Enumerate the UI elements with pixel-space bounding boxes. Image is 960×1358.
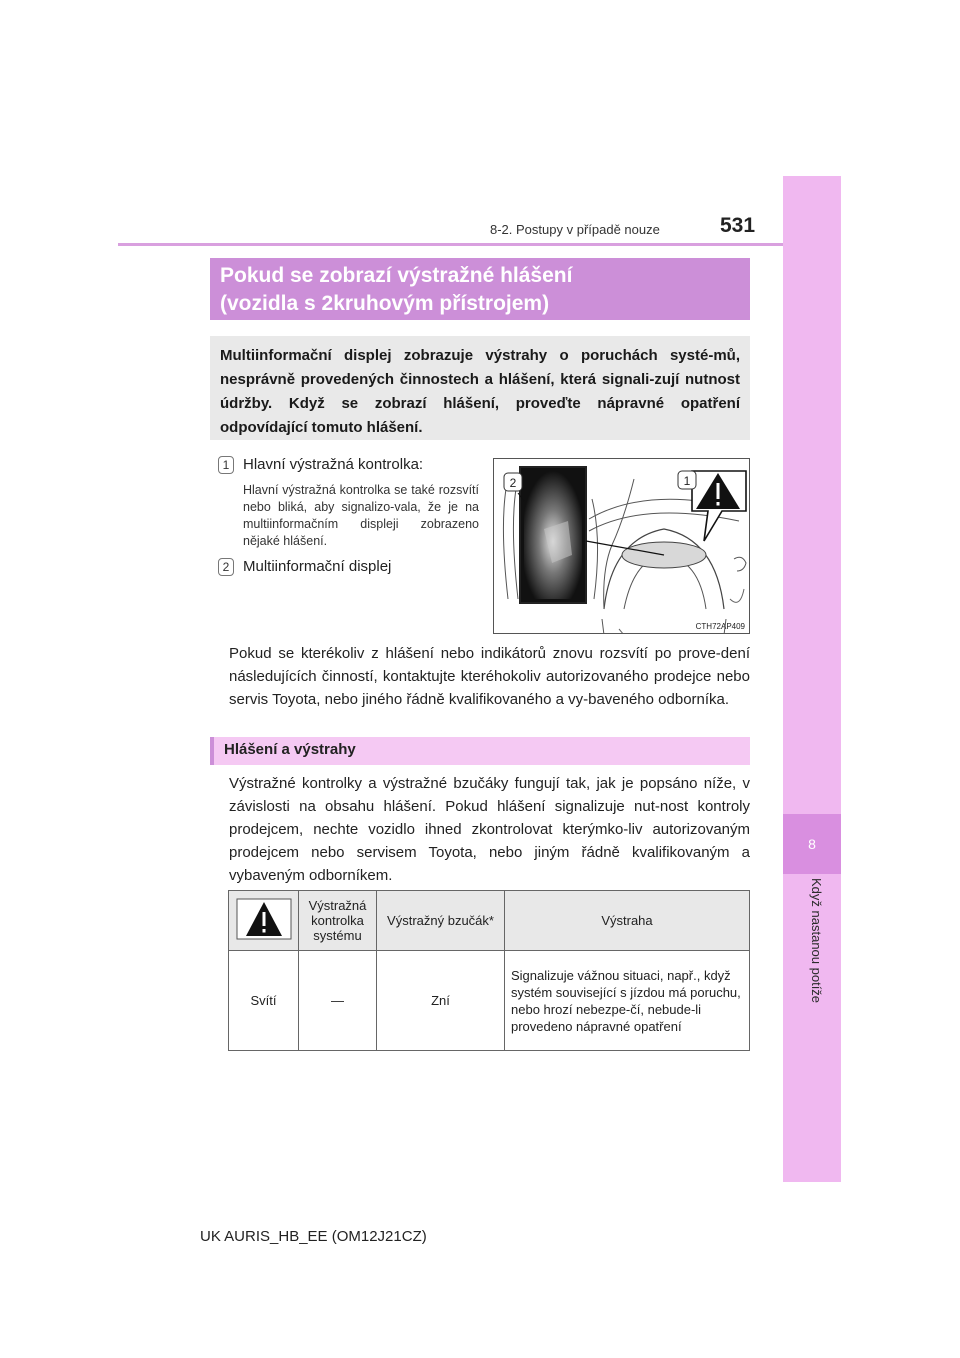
- item-number-1: 1: [218, 456, 234, 474]
- page-number: 531: [720, 214, 756, 237]
- table-header-icon: [229, 891, 299, 951]
- dashboard-figure: [493, 458, 750, 634]
- page-title-line1: Pokud se zobrazí výstražné hlášení: [220, 264, 573, 287]
- item-description-1: Hlavní výstražná kontrolka se také rozsvítí nebo bliká, aby signalizo-vala, že je na multiinformačním displeji zobrazeno nějaké hlášení.: [243, 483, 479, 548]
- table-cell-buzzer: Zní: [377, 951, 505, 1051]
- table-header-buzzer: Výstražný bzučák*: [377, 891, 505, 951]
- paragraph-contact-dealer: Pokud se kterékoliv z hlášení nebo indikátorů znovu rozsvítí po prove-dení následujících činností, kontaktujte kteréhokoliv autorizovaného prodejce nebo servis Toyota, nebo jiného řádně kvalifikovaného a vy-baveného odborníka.: [229, 645, 750, 708]
- warning-triangle-icon: [236, 898, 292, 940]
- paragraph-warning-behavior: Výstražné kontrolky a výstražné bzučáky fungují tak, jak je popsáno níže, v závislosti na obsahu hlášení. Pokud hlášení signalizuje nut-nost kontroly prodejcem, nechte vozidlo ihned zkontrolovat kterýmko-liv autorizovaným prodejcem nebo servisem Toyota, nebo jiným řádně kvalifikovaným a vybaveným odborníkem.: [229, 775, 750, 884]
- figure-code: CTH72AP409: [695, 622, 745, 631]
- item-title-1: Hlavní výstražná kontrolka:: [243, 456, 424, 473]
- table-cell-system-light: —: [299, 951, 377, 1051]
- figure-callout-2: 2: [509, 476, 517, 490]
- section-heading: 8-2. Postupy v případě nouze: [490, 222, 660, 237]
- footer-doc-code: UK AURIS_HB_EE (OM12J21CZ): [200, 1228, 427, 1245]
- figure-callout-1: 1: [683, 474, 691, 488]
- table-cell-warning-desc: Signalizuje vážnou situaci, např., když systém související s jízdou má poruchu, nebo hrozí nebezpe-čí, nebude-li provedeno nápravné opatření: [505, 951, 750, 1051]
- table-header-warning: Výstraha: [505, 891, 750, 951]
- chapter-side-tab: [783, 176, 841, 1182]
- table-header-system-light: Výstražná kontrolka systému: [299, 891, 377, 951]
- item-number-2: 2: [218, 558, 234, 576]
- table-cell-light-state: Svítí: [229, 951, 299, 1051]
- subsection-title: Hlášení a výstrahy: [210, 737, 750, 765]
- item-title-2: Multiinformační displej: [243, 558, 392, 575]
- dashboard-illustration: [494, 459, 750, 634]
- header-divider: [118, 243, 783, 246]
- chapter-number: 8: [783, 814, 841, 874]
- chapter-title: Když nastanou potíže: [809, 878, 824, 1004]
- warning-table: [228, 890, 750, 1051]
- intro-box: Multiinformační displej zobrazuje výstrahy o poruchách systé-mů, nesprávně provedených činnostech a hlášení, která signali-zují nutnost údržby. Když se zobrazí hlášení, proveďte nápravné opatření odpovídající tomuto hlášení.: [210, 336, 750, 440]
- page-title-line2: (vozidla s 2kruhovým přístrojem): [220, 292, 550, 315]
- page-title: [210, 258, 750, 320]
- table-row: [229, 951, 750, 1051]
- table-header-row: [229, 891, 750, 951]
